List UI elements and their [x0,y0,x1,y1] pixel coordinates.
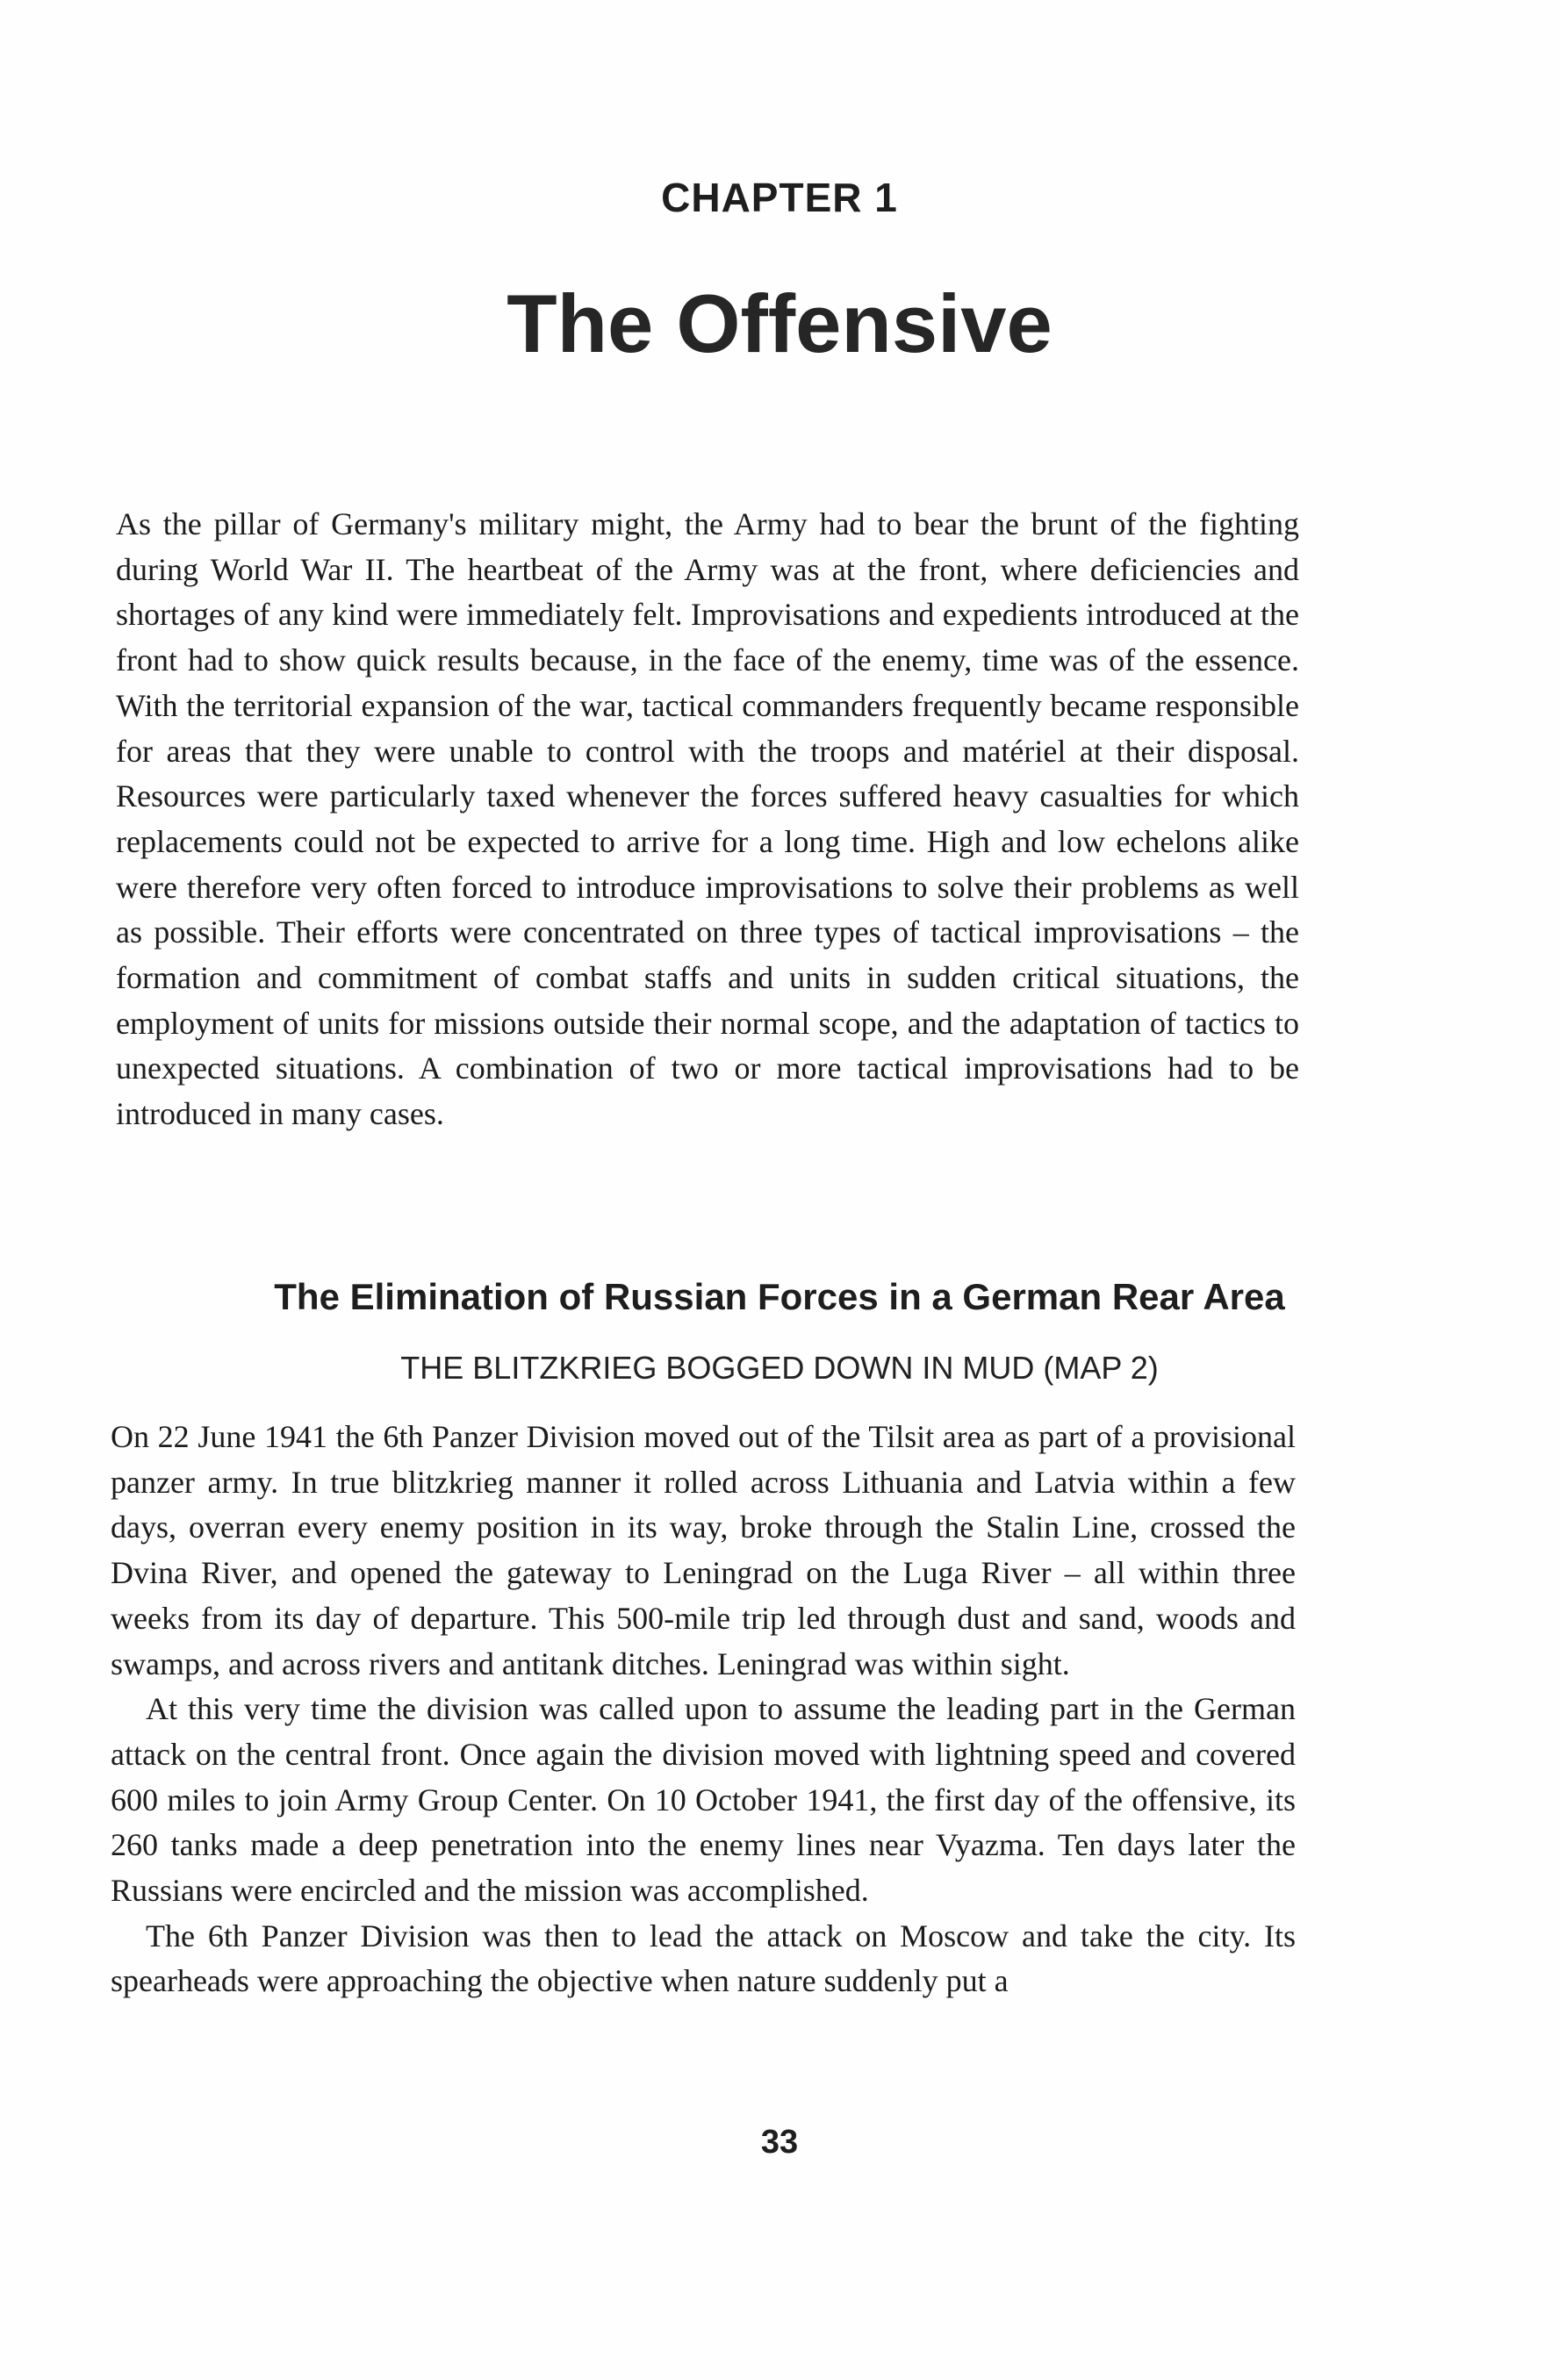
section-paragraph-1: On 22 June 1941 the 6th Panzer Division moved out of the Tilsit area as part of a provisional panzer army. In true blitzkrieg manner it rolled across Lithuania and Latvia within a few days, overran every enemy position in its way, broke through the Stalin Line, crossed the Dvina River, and opened the gateway to Leningrad on the Luga River – all within three weeks from its day of departure. This 500-mile trip led through dust and sand, woods and swamps, and across rivers and antitank ditches. Leningrad was within sight. [111,1419,1296,1681]
section-paragraph-3: The 6th Panzer Division was then to lead the attack on Moscow and take the city. Its spearheads were approaching the objective when nature suddenly put a [111,1918,1296,1999]
intro-paragraph: As the pillar of Germany's military might, the Army had to bear the brunt of the fighting during World War II. The heartbeat of the Army was at the front, where deficiencies and shortages of any kind were immediately felt. Improvisations and expedients introduced at the front had to show quick results because, in the face of the enemy, time was of the essence. With the territorial expansion of the war, tactical commanders frequently became responsible for areas that they were unable to control with the troops and matériel at their disposal. Resources were particularly taxed whenever the forces suffered heavy casualties for which replacements could not be expected to arrive for a long time. High and low echelons alike were therefore very often forced to introduce improvisations to solve their problems as well as possible. Their efforts were concentrated on three types of tactical improvisations – the formation and commitment of combat staffs and units in sudden critical situations, the employment of units for missions outside their normal scope, and the adaptation of tactics to unexpected situations. A combination of two or more tactical improvisations had to be introduced in many cases. [116,506,1299,1132]
chapter-label: CHAPTER 1 [661,175,898,220]
intro-text [116,502,1299,1137]
page-number: 33 [760,2124,799,2161]
chapter-title: The Offensive [506,277,1053,369]
section-heading: The Elimination of Russian Forces in a German Rear Area [274,1276,1285,1317]
subsection-heading: THE BLITZKRIEG BOGGED DOWN IN MUD (MAP 2) [400,1350,1159,1386]
section-text [111,1415,1296,2004]
section-paragraph-2: At this very time the division was called upon to assume the leading part in the German attack on the central front. Once again the division moved with lightning speed and covered 600 miles to join Army Group Center. On 10 October 1941, the first day of the offensive, its 260 tanks made a deep penetration into the enemy lines near Vyazma. Ten days later the Russians were encircled and the mission was accomplished. [111,1691,1296,1909]
